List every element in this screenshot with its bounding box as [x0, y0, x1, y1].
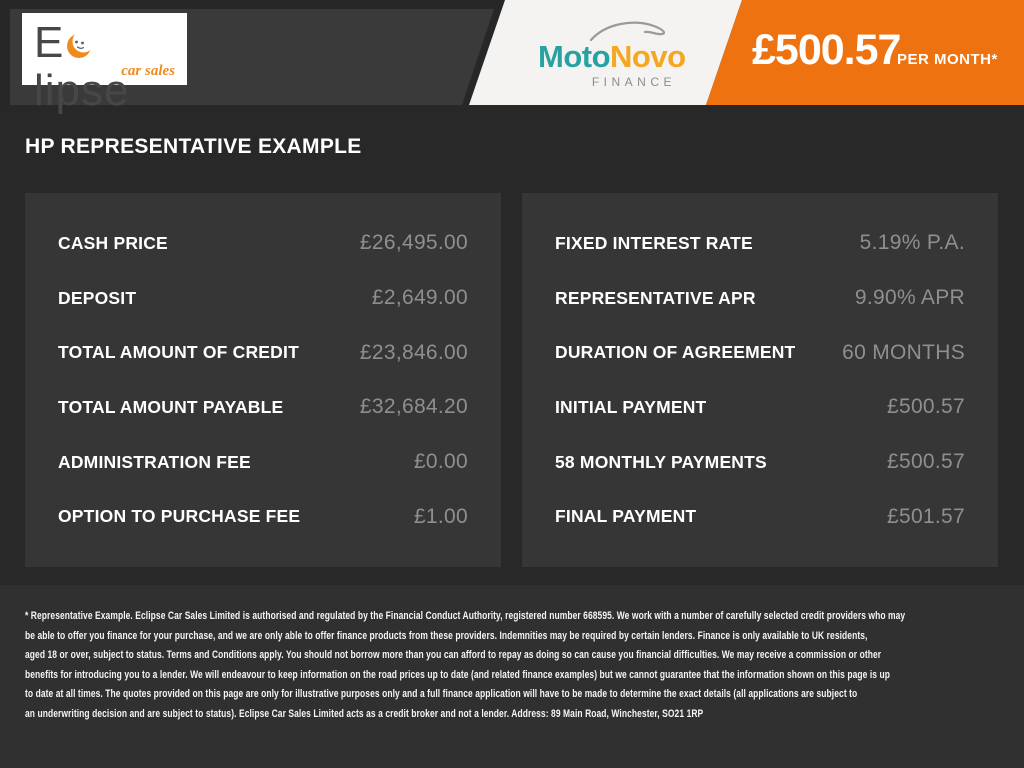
- row-label: CASH PRICE: [58, 232, 168, 253]
- eclipse-car-sales-logo: [22, 13, 187, 115]
- row-label: FIXED INTEREST RATE: [555, 232, 753, 253]
- finance-row-monthly-payments: [555, 435, 965, 490]
- finance-row-admin-fee: [58, 435, 468, 490]
- eclipse-tagline: car sales: [121, 63, 175, 79]
- motonovo-wordmark-novo: Novo: [610, 39, 686, 74]
- motonovo-finance-label: FINANCE: [591, 75, 676, 89]
- finance-row-representative-apr: [555, 271, 965, 326]
- row-value: 60 MONTHS: [842, 340, 965, 364]
- motonovo-wordmark-moto: Moto: [538, 39, 611, 74]
- row-value: £500.57: [886, 395, 965, 419]
- row-value: 5.19% P.A.: [859, 231, 965, 255]
- row-label: DURATION OF AGREEMENT: [555, 342, 796, 363]
- finance-row-total-payable: [58, 380, 468, 435]
- finance-row-cash-price: [58, 216, 468, 271]
- row-value: £501.57: [886, 504, 965, 528]
- finance-panel-right: [522, 193, 998, 567]
- crescent-moon-icon: [65, 22, 95, 52]
- eclipse-wordmark-prefix: E: [34, 18, 65, 67]
- row-value: £23,846.00: [359, 340, 468, 364]
- motonovo-wordmark: [538, 39, 686, 74]
- monthly-price-period: PER MONTH*: [897, 51, 998, 68]
- disclaimer-line: benefits for introducing you to a lender. We will endeavour to keep information on the road prices up to date (and related finance examples) but we cannot guarantee that the information shown on this page is up: [25, 668, 890, 681]
- row-label: FINAL PAYMENT: [555, 506, 697, 527]
- finance-row-duration: [555, 325, 965, 380]
- row-label: TOTAL AMOUNT PAYABLE: [58, 396, 284, 417]
- row-label: OPTION TO PURCHASE FEE: [58, 506, 301, 527]
- row-value: £2,649.00: [371, 286, 468, 309]
- page-title: HP REPRESENTATIVE EXAMPLE: [25, 135, 362, 158]
- row-label: INITIAL PAYMENT: [555, 396, 707, 417]
- row-value: £1.00: [413, 504, 468, 528]
- row-value: £500.57: [886, 450, 965, 474]
- row-label: TOTAL AMOUNT OF CREDIT: [58, 342, 299, 363]
- header: [0, 0, 1024, 115]
- row-value: £26,495.00: [359, 231, 468, 255]
- finance-row-deposit: [58, 271, 468, 326]
- disclaimer-line: be able to offer you finance for your purchase, and we are only able to offer finance products from these providers. Indemnities may be required by certain lenders. Finance is only available to UK residents,: [25, 629, 868, 642]
- finance-panel-left: [25, 193, 501, 567]
- finance-row-fixed-interest-rate: [555, 216, 965, 271]
- monthly-price-amount: £500.57: [752, 26, 901, 74]
- finance-row-total-credit: [58, 325, 468, 380]
- row-label: ADMINISTRATION FEE: [58, 451, 251, 472]
- finance-row-initial-payment: [555, 380, 965, 435]
- row-label: 58 MONTHLY PAYMENTS: [555, 451, 767, 472]
- disclaimer-line: an underwriting decision and are subject to status). Eclipse Car Sales Limited acts as a credit broker and not a lender. Address: 89 Main Road, Winchester, SO21 1RP: [25, 707, 704, 720]
- finance-row-option-to-purchase-fee: [58, 489, 468, 544]
- legal-disclaimer: [25, 607, 922, 724]
- row-value: 9.90% APR: [854, 286, 965, 309]
- disclaimer-line: aged 18 or over, subject to status. Terms and Conditions apply. You should not borrow more than you can afford to repay as doing so can cause you financial difficulties. We may receive a commission or other: [25, 649, 882, 661]
- motonovo-finance-logo: [538, 18, 686, 89]
- row-value: £32,684.20: [359, 395, 468, 419]
- disclaimer-line: to date at all times. The quotes provided on this page are only for illustrative purposes only and a full finance application will have to be made to determine the exact details (all applications are subject to: [25, 688, 858, 700]
- footer: [0, 585, 1024, 768]
- finance-row-final-payment: [555, 489, 965, 544]
- disclaimer-line: * Representative Example. Eclipse Car Sales Limited is authorised and regulated by the Financial Conduct Authority, registered number 668595. We work with a number of carefully selected credit providers who may: [25, 610, 906, 622]
- eclipse-wordmark-suffix: lipse: [34, 66, 130, 115]
- row-label: REPRESENTATIVE APR: [555, 287, 756, 308]
- row-label: DEPOSIT: [58, 287, 137, 308]
- row-value: £0.00: [413, 450, 468, 474]
